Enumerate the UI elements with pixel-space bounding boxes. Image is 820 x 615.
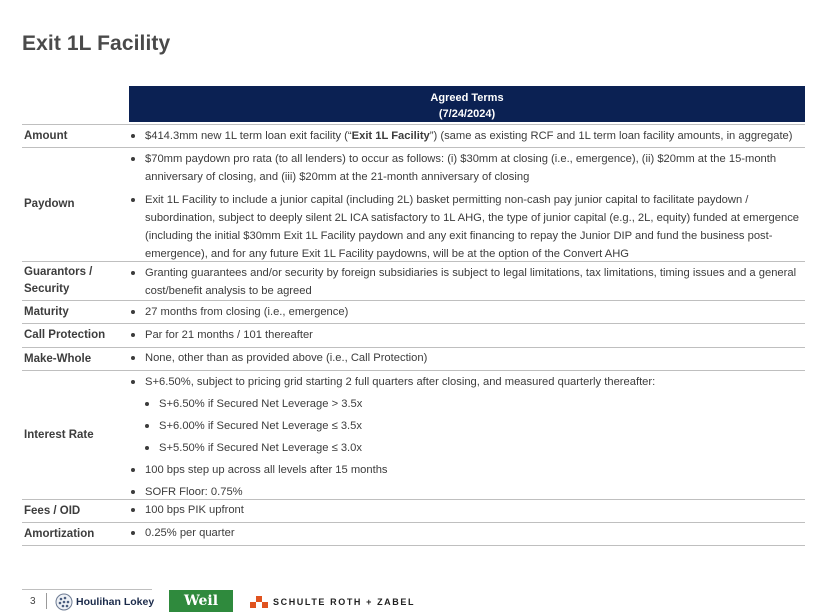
- row-label: Fees / OID: [24, 504, 81, 517]
- bullet: $70mm paydown pro rata (to all lenders) to occur as follows: (i) $30mm at closing (i.e., emergence), (ii) $20mm at the 15-month anniversary of closing, and (iii) $20mm at the 21-month anniversary of closing: [129, 150, 805, 186]
- bullet: None, other than as provided above (i.e., Call Protection): [129, 349, 805, 367]
- row-guarantors: [22, 262, 805, 301]
- houlihan-lokey-logo-text: Houlihan Lokey: [76, 596, 155, 608]
- row-paydown: [22, 147, 805, 262]
- row-label: Guarantors / Security: [24, 266, 93, 295]
- row-amortization: [22, 523, 805, 546]
- schulte-roth-zabel-logo-text: SCHULTE ROTH + ZABEL: [273, 597, 416, 607]
- row-interest-rate: [22, 371, 805, 500]
- row-label: Amortization: [24, 527, 95, 540]
- row-amount: [22, 124, 805, 148]
- schulte-roth-zabel-logo-icon: [250, 595, 268, 609]
- row-label: Maturity: [24, 305, 69, 318]
- row-make-whole: [22, 348, 805, 371]
- sub-bullet: S+6.00% if Secured Net Leverage ≤ 3.5x: [129, 417, 805, 435]
- page-number: 3: [30, 596, 36, 607]
- bullet: SOFR Floor: 0.75%: [129, 483, 805, 501]
- row-maturity: [22, 301, 805, 324]
- bullet: S+6.50%, subject to pricing grid starting 2 full quarters after closing, and measured quarterly thereafter:: [129, 373, 805, 391]
- page-title: Exit 1L Facility: [22, 32, 171, 55]
- row-fees-oid: [22, 500, 805, 523]
- bullet: 100 bps PIK upfront: [129, 501, 805, 519]
- row-label: Paydown: [24, 197, 75, 210]
- row-label: Amount: [24, 129, 68, 142]
- footer-divider: [46, 593, 47, 609]
- bullet: 0.25% per quarter: [129, 524, 805, 542]
- bullet: $414.3mm new 1L term loan exit facility (“Exit 1L Facility”) (same as existing RCF and 1L term loan facility amounts, in aggregate): [129, 127, 805, 145]
- row-label: Interest Rate: [24, 428, 94, 441]
- bullet: Exit 1L Facility to include a junior capital (including 2L) basket permitting non-cash pay junior capital to facilitate paydown / subordination, subject to deeply silent 2L ICA satisfactory to 1L AHG, the type of junior capital (e.g., 2L, equity) funded at emergence (including the initial $30mm Exit 1L Facility paydown and any exit financing to repay the Junior DIP and fund the business post-emergence), and for any future Exit 1L Facility paydowns, will be at the option of the Convert AHG: [129, 191, 805, 263]
- bullet: Par for 21 months / 101 thereafter: [129, 326, 805, 344]
- sub-bullet: S+6.50% if Secured Net Leverage > 3.5x: [129, 395, 805, 413]
- bullet: 27 months from closing (i.e., emergence): [129, 303, 805, 321]
- footer-rule: [22, 589, 152, 590]
- row-call-protection: [22, 324, 805, 348]
- header-line1: Agreed Terms: [430, 92, 504, 104]
- row-label: Call Protection: [24, 329, 106, 341]
- header-line2: (7/24/2024): [438, 108, 496, 120]
- sub-bullet: S+5.50% if Secured Net Leverage ≤ 3.0x: [129, 439, 805, 457]
- row-label: Make-Whole: [24, 352, 92, 365]
- bullet: 100 bps step up across all levels after 15 months: [129, 461, 805, 479]
- bullet: Granting guarantees and/or security by foreign subsidiaries is subject to legal limitations, tax limitations, timing issues and a general cost/benefit analysis to be agreed: [129, 264, 805, 300]
- houlihan-lokey-logo-icon: [55, 593, 73, 611]
- agreed-terms-header: [129, 86, 805, 122]
- weil-logo: Weil: [169, 590, 233, 612]
